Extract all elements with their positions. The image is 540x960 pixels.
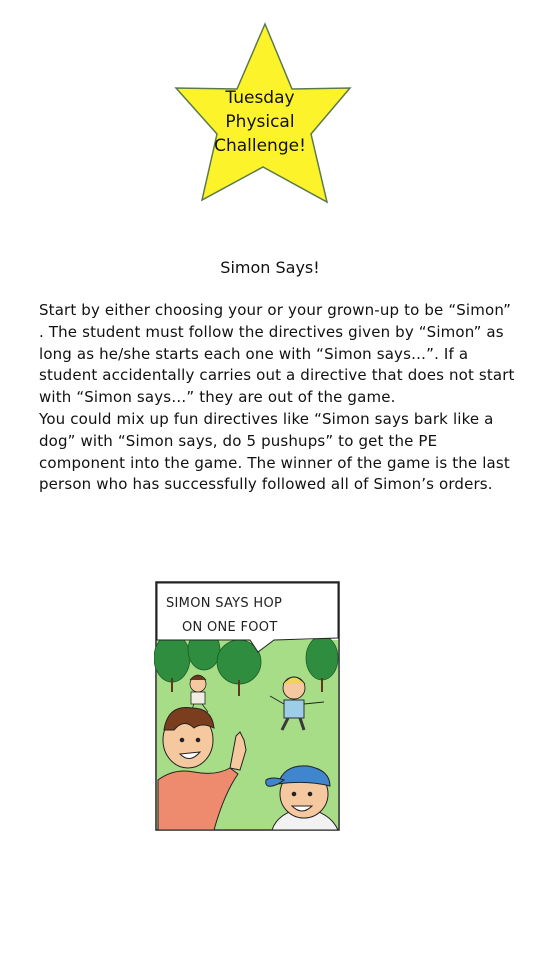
activity-title: Simon Says! [220,258,320,277]
instructions [39,300,519,496]
comic-illustration [154,580,341,832]
comic-scene [154,580,341,832]
speech-line-1: SIMON SAYS HOP [166,596,283,611]
challenge-badge [172,22,364,214]
instructions-paragraph-2: You could mix up fun directives like “Simon says bark like a dog” with “Simon says, do 5 pushups” to get the PE component into the game. The winner of the game is the last person who has successfully followed all of Simon’s orders. [39,409,510,494]
instructions-paragraph-1: Start by either choosing your or your grown-up to be “Simon” . The student must follow the directives given by “Simon” as long as he/she starts each one with “Simon says…”. If a student accidentally carries out a directive that does not start with “Simon says…” they are out of the game. [39,301,515,407]
badge-title [172,86,348,158]
badge-line-2: Physical [225,112,295,132]
speech-line-2: ON ONE FOOT [182,620,278,635]
badge-line-3: Challenge! [214,136,306,156]
badge-line-1: Tuesday [225,88,295,108]
